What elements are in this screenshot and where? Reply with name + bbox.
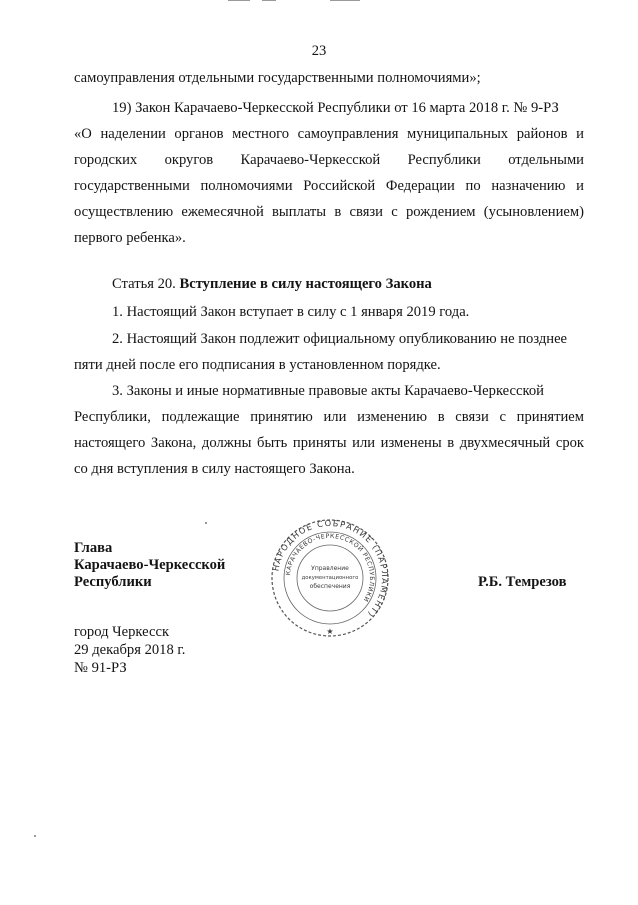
article-item: 1. Настоящий Закон вступает в силу с 1 января 2019 года. [112, 304, 470, 320]
paragraph-text: «О наделении органов местного самоуправления муниципальных районов и [74, 126, 584, 142]
paragraph-text: осуществлению ежемесячной выплаты в связи с рождением (усыновлением) [74, 204, 584, 220]
paragraph-text: 19) Закон Карачаево-Черкесской Республики от 16 марта 2018 г. № 9-РЗ [112, 100, 559, 116]
scan-artifact [330, 0, 360, 1]
article-title: Вступление в силу настоящего Закона [179, 276, 432, 292]
article-item: Республики, подлежащие принятию или изменению в связи с принятием [74, 409, 584, 425]
paragraph-text: первого ребенка». [74, 230, 186, 246]
footer-date: 29 декабря 2018 г. [74, 642, 186, 658]
footer-city: город Черкесск [74, 624, 170, 640]
signer-title-line: Карачаево-Черкесской [74, 557, 226, 573]
paragraph-text: государственными полномочиями Российской Федерации по назначению и [74, 178, 584, 194]
article-prefix: Статья 20. [112, 276, 176, 292]
svg-text:обеспечения: обеспечения [309, 583, 351, 590]
paragraph-text: городских округов Карачаево-Черкесской Республики отдельными [74, 152, 584, 168]
signer-name: Р.Б. Темрезов [478, 574, 567, 590]
svg-text:★: ★ [326, 627, 334, 636]
official-seal [270, 512, 390, 644]
svg-text:документационного: документационного [301, 575, 359, 581]
scan-artifact [262, 0, 276, 1]
svg-text:НАРОДНОЕ СОБРАНИЕ (ПАРЛАМЕНТ): НАРОДНОЕ СОБРАНИЕ (ПАРЛАМЕНТ) [270, 517, 390, 621]
footer-number: № 91-РЗ [74, 660, 127, 676]
paragraph-text: самоуправления отдельными государственными полномочиями»; [74, 70, 481, 86]
signer-title-line: Республики [74, 574, 152, 590]
article-item: 2. Настоящий Закон подлежит официальному опубликованию не позднее [112, 331, 568, 347]
page-number: 23 [311, 43, 327, 59]
svg-text:КАРАЧАЕВО-ЧЕРКЕССКОЙ РЕСПУБЛИК: КАРАЧАЕВО-ЧЕРКЕССКОЙ РЕСПУБЛИКИ [285, 532, 376, 604]
signer-title-line: Глава [74, 540, 113, 556]
article-item: со дня вступления в силу настоящего Закона. [74, 461, 355, 477]
article-item: 3. Законы и иные нормативные правовые акты Карачаево-Черкесской [112, 383, 544, 399]
scan-speck [34, 835, 36, 837]
article-item: пяти дней после его подписания в установленном порядке. [74, 357, 441, 373]
svg-text:Управление: Управление [311, 565, 349, 572]
article-item: настоящего Закона, должны быть приняты или изменены в двухмесячный срок [74, 435, 584, 451]
scan-speck [205, 522, 207, 524]
article-heading [112, 275, 432, 293]
scan-artifact [228, 0, 250, 1]
